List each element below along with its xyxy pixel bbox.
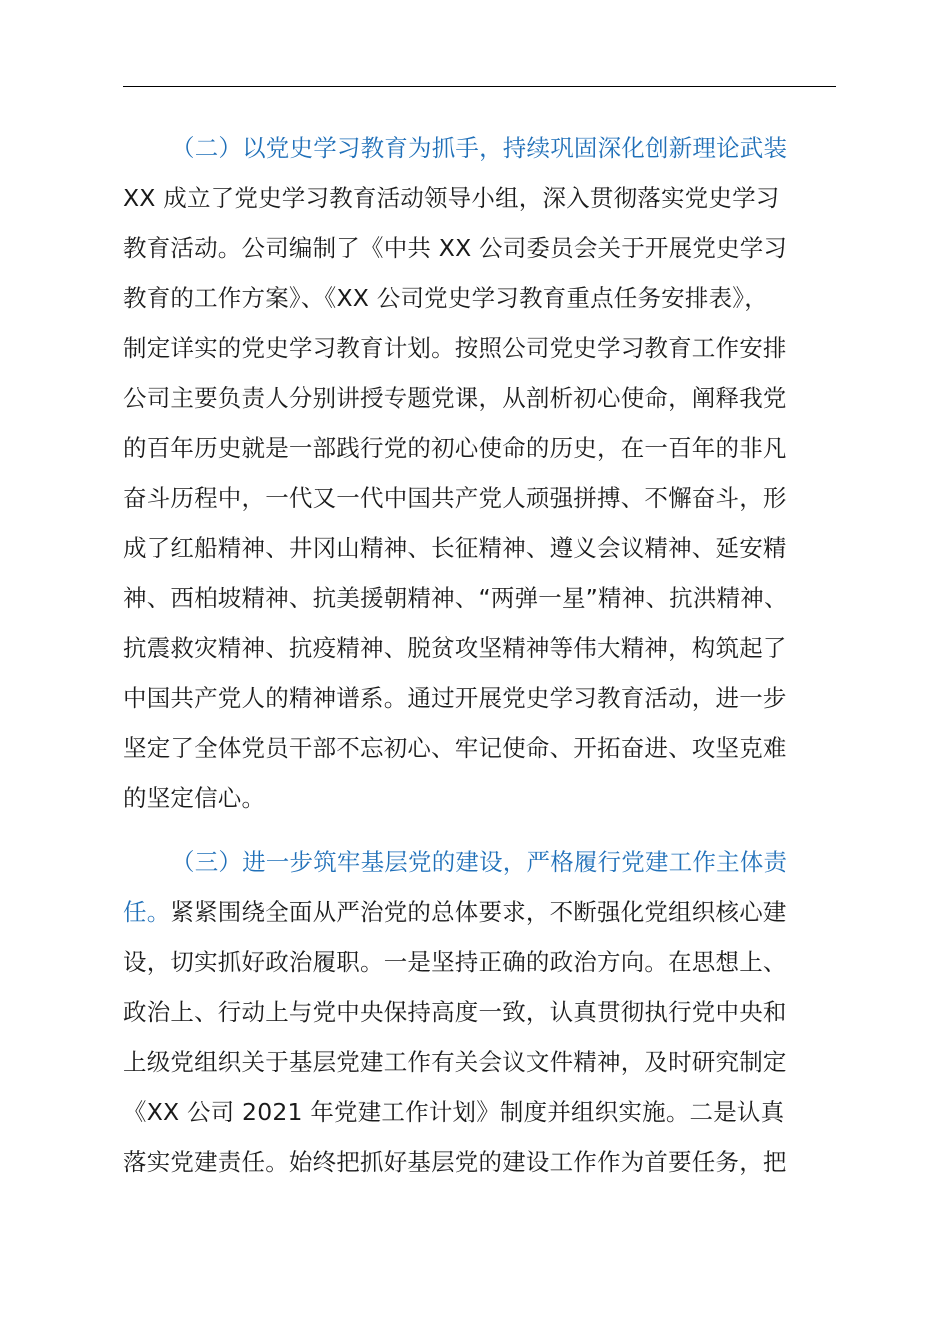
section-2-heading: （二）以党史学习教育为抓手，持续巩固深化创新理论武装 — [171, 134, 788, 162]
paragraph-line: 教育的工作方案》、《XX 公司党史学习教育重点任务安排表》， — [123, 284, 768, 312]
paragraph-line: XX 成立了党史学习教育活动领导小组，深入贯彻落实党史学习 — [123, 184, 780, 212]
paragraph-line: 政治上、行动上与党中央保持高度一致，认真贯彻执行党中央和 — [123, 998, 787, 1026]
header-rule — [123, 86, 836, 87]
paragraph-line: 中国共产党人的精神谱系。通过开展党史学习教育活动，进一步 — [123, 684, 787, 712]
paragraph-line: 《XX 公司 2021 年党建工作计划》制度并组织实施。二是认真 — [123, 1098, 785, 1126]
paragraph-line: 公司主要负责人分别讲授专题党课，从剖析初心使命，阐释我党 — [123, 384, 787, 412]
section-3-heading: （三）进一步筑牢基层党的建设，严格履行党建工作主体责 — [171, 848, 788, 876]
paragraph-line: 落实党建责任。始终把抓好基层党的建设工作作为首要任务，把 — [123, 1148, 787, 1176]
paragraph-line: 制定详实的党史学习教育计划。按照公司党史学习教育工作安排 — [123, 334, 787, 362]
paragraph-text: 紧紧围绕全面从严治党的总体要求，不断强化党组织核心建 — [170, 898, 787, 926]
section-3-heading-end: 任。 — [123, 898, 171, 926]
paragraph-line: 上级党组织关于基层党建工作有关会议文件精神，及时研究制定 — [123, 1048, 787, 1076]
paragraph-line: 的坚定信心。 — [123, 784, 266, 812]
paragraph-line: 教育活动。公司编制了《中共 XX 公司委员会关于开展党史学习 — [123, 234, 788, 262]
paragraph-line — [123, 896, 787, 928]
paragraph-line: 的百年历史就是一部践行党的初心使命的历史，在一百年的非凡 — [123, 434, 787, 462]
paragraph-line: 神、西柏坡精神、抗美援朝精神、“两弹一星”精神、抗洪精神、 — [123, 584, 788, 612]
paragraph-line: 成了红船精神、井冈山精神、长征精神、遵义会议精神、延安精 — [123, 534, 787, 562]
paragraph-line: 奋斗历程中，一代又一代中国共产党人顽强拼搏、不懈奋斗，形 — [123, 484, 787, 512]
paragraph-line: 抗震救灾精神、抗疫精神、脱贫攻坚精神等伟大精神，构筑起了 — [123, 634, 787, 662]
paragraph-line: 设，切实抓好政治履职。一是坚持正确的政治方向。在思想上、 — [123, 948, 787, 976]
paragraph-line: 坚定了全体党员干部不忘初心、牢记使命、开拓奋进、攻坚克难 — [123, 734, 787, 762]
